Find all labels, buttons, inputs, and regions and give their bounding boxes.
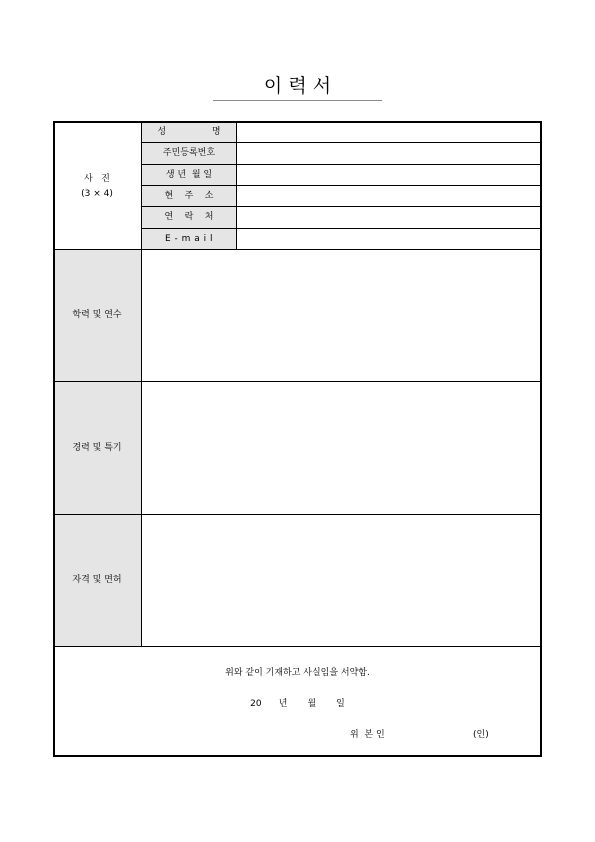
resident-number-field[interactable] bbox=[239, 145, 537, 162]
resident-number-label: 주민등록번호 bbox=[162, 148, 216, 158]
photo-label: 사 진 bbox=[84, 173, 110, 184]
border-top bbox=[53, 121, 542, 123]
email-label: E - m a i l bbox=[164, 233, 214, 244]
name-label: 성 명 bbox=[157, 127, 221, 137]
contact-label: 연 락 처 bbox=[164, 212, 214, 222]
divider-section-4 bbox=[53, 646, 542, 647]
contact-field[interactable] bbox=[239, 209, 537, 226]
declaration-statement: 위와 같이 기재하고 사실임을 서약함. bbox=[225, 668, 370, 678]
seal-mark: (인) bbox=[473, 730, 489, 740]
border-bottom bbox=[53, 755, 542, 757]
career-content[interactable] bbox=[145, 385, 537, 510]
name-field[interactable] bbox=[239, 125, 537, 141]
license-content[interactable] bbox=[145, 518, 537, 642]
education-content[interactable] bbox=[145, 253, 537, 377]
photo-size-label: (3 × 4) bbox=[81, 188, 113, 199]
address-label: 현 주 소 bbox=[164, 190, 214, 201]
license-label: 자격 및 면허 bbox=[72, 575, 122, 585]
birthdate-label: 생 년 월 일 bbox=[165, 169, 213, 180]
education-label: 학력 및 연수 bbox=[72, 310, 122, 320]
resume-form bbox=[53, 121, 542, 757]
signer-label: 위 본 인 bbox=[350, 730, 385, 740]
title-underline bbox=[213, 100, 382, 101]
career-label: 경력 및 특기 bbox=[72, 442, 122, 453]
border-right bbox=[540, 121, 542, 757]
email-field[interactable] bbox=[239, 231, 537, 247]
address-field[interactable] bbox=[239, 188, 537, 204]
birthdate-field[interactable] bbox=[239, 167, 537, 183]
document-title: 이 력 서 bbox=[263, 75, 332, 97]
declaration-date: 20 년 월 일 bbox=[250, 699, 345, 709]
